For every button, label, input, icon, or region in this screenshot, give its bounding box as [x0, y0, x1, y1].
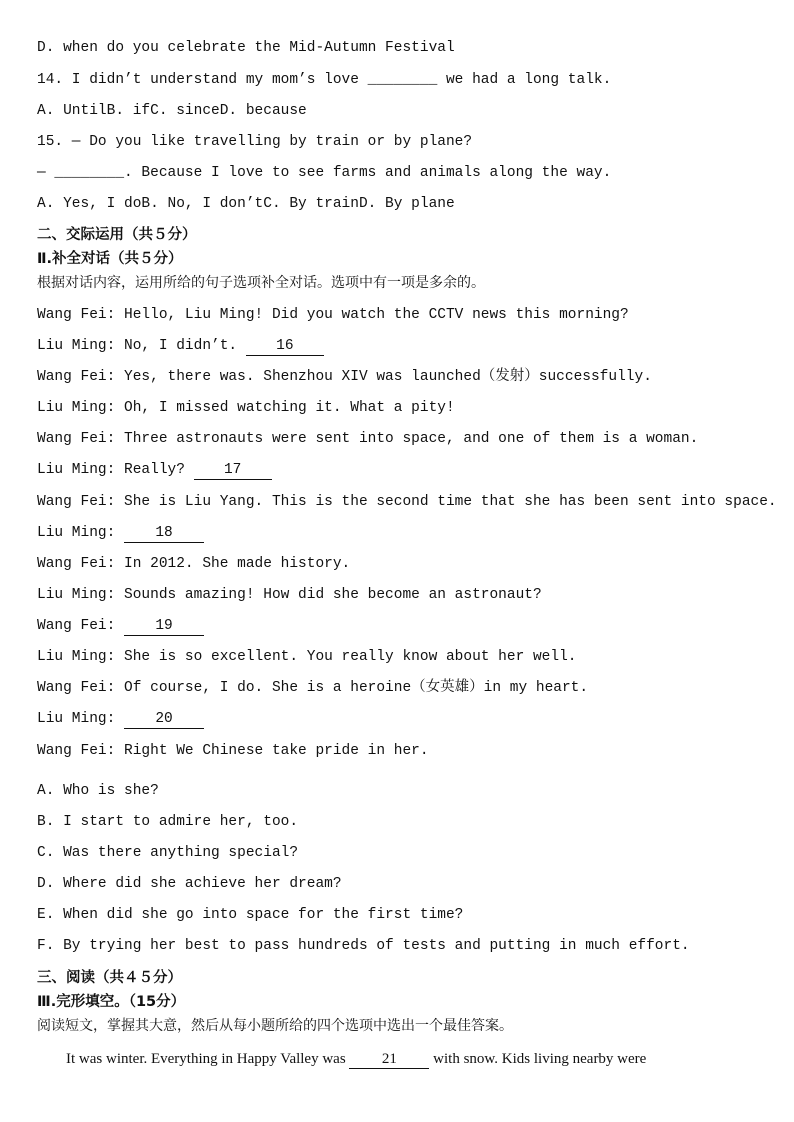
- section-2-title: 二、交际运用（共５分）: [37, 227, 197, 243]
- dialogue-line: Wang Fei: She is Liu Yang. This is the second time that she has been sent into space.: [37, 494, 777, 510]
- dialogue-line: Wang Fei: Hello, Liu Ming! Did you watch the CCTV news this morning?: [37, 307, 629, 323]
- answer-blank-17: 17: [194, 462, 272, 480]
- option-d: D. Where did she achieve her dream?: [37, 876, 342, 892]
- dialogue-text: Liu Ming:: [37, 525, 125, 541]
- dialogue-line: Wang Fei: Right We Chinese take pride in her.: [37, 743, 429, 759]
- dialogue-line: [37, 709, 204, 729]
- option-b: B. I start to admire her, too.: [37, 814, 299, 830]
- dialogue-line: [37, 336, 324, 356]
- section-2-instruction: 根据对话内容，运用所给的句子选项补全对话。选项中有一项是多余的。: [37, 275, 485, 291]
- question-15-options: A. Yes, I doB. No, I don’tC. By trainD. By plane: [37, 196, 455, 212]
- passage-text: with snow. Kids living nearby were: [429, 1051, 647, 1067]
- answer-blank-16: 16: [246, 338, 324, 356]
- dialogue-text: Wang Fei:: [37, 618, 125, 634]
- question-15-reply: — ________. Because I love to see farms and animals along the way.: [37, 165, 612, 181]
- section-3-title: 三、阅读（共４５分）: [37, 970, 182, 986]
- dialogue-line: Wang Fei: In 2012. She made history.: [37, 556, 351, 572]
- option-a: A. Who is she?: [37, 783, 159, 799]
- dialogue-line: [37, 616, 204, 636]
- option-f: F. By trying her best to pass hundreds of tests and putting in much effort.: [37, 938, 690, 954]
- dialogue-text: Liu Ming: No, I didn’t.: [37, 338, 246, 354]
- passage-line: [66, 1049, 646, 1069]
- dialogue-text: Liu Ming: Really?: [37, 462, 194, 478]
- option-c: C. Was there anything special?: [37, 845, 299, 861]
- dialogue-line: Liu Ming: She is so excellent. You really know about her well.: [37, 649, 577, 665]
- dialogue-line: Wang Fei: Of course, I do. She is a heroine（女英雄）in my heart.: [37, 680, 589, 696]
- passage-text: It was winter. Everything in Happy Valley was: [66, 1051, 350, 1067]
- dialogue-line: Wang Fei: Yes, there was. Shenzhou XIV was launched（发射）successfully.: [37, 369, 652, 385]
- question-14: 14. I didn’t understand my mom’s love ________ we had a long talk.: [37, 72, 612, 88]
- dialogue-text: Liu Ming:: [37, 711, 125, 727]
- dialogue-line: Wang Fei: Three astronauts were sent into space, and one of them is a woman.: [37, 431, 699, 447]
- dialogue-line: Liu Ming: Oh, I missed watching it. What a pity!: [37, 400, 455, 416]
- dialogue-line: Liu Ming: Sounds amazing! How did she become an astronaut?: [37, 587, 542, 603]
- answer-blank-21: 21: [349, 1051, 429, 1069]
- answer-blank-18: 18: [124, 525, 204, 543]
- question-14-options: A. UntilB. ifC. sinceD. because: [37, 103, 307, 119]
- option-e: E. When did she go into space for the first time?: [37, 907, 464, 923]
- answer-blank-19: 19: [124, 618, 204, 636]
- section-3-instruction: 阅读短文，掌握其大意，然后从每小题所给的四个选项中选出一个最佳答案。: [37, 1018, 513, 1034]
- dialogue-line: [37, 523, 204, 543]
- section-2-subtitle: Ⅱ.补全对话（共５分）: [37, 251, 183, 267]
- question-13-option-d: D. when do you celebrate the Mid-Autumn Festival: [37, 40, 455, 56]
- question-15: 15. — Do you like travelling by train or by plane?: [37, 134, 473, 150]
- section-3-subtitle: Ⅲ.完形填空。（15分）: [37, 994, 186, 1010]
- dialogue-line: [37, 460, 272, 480]
- answer-blank-20: 20: [124, 711, 204, 729]
